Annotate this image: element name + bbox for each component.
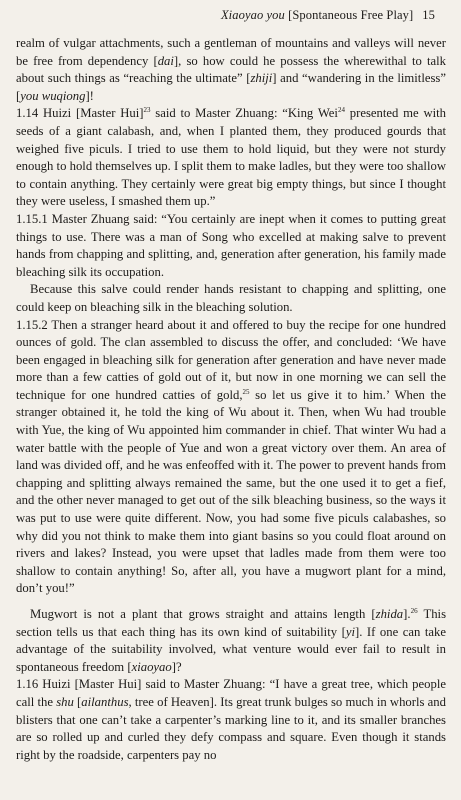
commentary-paragraph	[16, 606, 446, 676]
term: yi	[345, 624, 355, 639]
text-run: ], so how could he possess the wherewithal to talk about such things as “reaching the ultimate” [	[16, 53, 446, 86]
paragraph-1-15-1	[16, 211, 446, 281]
text-run: , tree of Heaven]. Its great trunk bulges so much in whorls and blisters that one can’t take a carpenter’s marking line to it, and its smaller branches are so rolled up and curled they defy compass and square. Even though it stands right by the roadside, carpenters pay no	[16, 694, 446, 762]
text-run: ]. If one can take advantage of the suitability involved, what venture would ever fail to result in spontaneous freedom [	[16, 624, 446, 674]
footnote-ref[interactable]: 23	[143, 106, 151, 115]
footnote-ref[interactable]: 25	[242, 387, 250, 396]
text-run: This section tells us that each thing has its own kind of suitability [	[16, 607, 447, 639]
page-number: 15	[422, 8, 435, 22]
text-run: Huizi [Master Hui] said to Master Zhuang: “I have a great tree, which people call the	[16, 677, 446, 709]
text-run: [	[73, 694, 82, 709]
term: dai	[157, 53, 174, 68]
running-header	[0, 8, 435, 23]
text-run: said to Master Zhuang: “King Wei	[150, 106, 338, 121]
text-run: realm of vulgar attachments, such a gentleman of mountains and valleys will never be free from dependency [	[16, 36, 446, 68]
section-number: 1.15.2	[16, 317, 48, 332]
text-run: so let us give it to him.’ When the stranger obtained it, he told the king of Wu about it. Then, when Wu had trouble with Yue, the king of Wu appointed him commander in chief. That winter Wu had a water battle with the people of Yue and won a great victory over them. An area of land was divided off, and he was enfeoffed with it. The power to prevent hands from chapping and splitting always remained the same, but the one used it to get a fief, and the other never managed to get out of the silk bleaching business, so the ways it was put to use were quite different. Now, you had some five piculs calabashes, so why did you not think to make them into giant basins so you could float around on rivers and lakes? Instead, you were upset that ladles made from them were too shallow to contain anything! So, after all, you have a mugwort plant for a mind, don’t you!”	[16, 387, 447, 596]
text-run: ] and “wandering in the limitless” [	[16, 71, 446, 103]
term: ailanthus	[81, 694, 129, 709]
header-title-italic: Xiaoyao you	[220, 8, 285, 22]
section-number: 1.15.1	[16, 211, 48, 226]
text-run: Master Zhuang said: “You certainly are inept when it comes to putting great things to use. There was a man of Song who excelled at making salve to prevent hands from chapping and splitting, and, generation after generation, his family made bleaching silk its occupation.	[16, 211, 446, 279]
text-run: ]?	[171, 659, 182, 674]
paragraph-1-16	[16, 676, 446, 764]
text-run: ]!	[85, 88, 94, 103]
paragraph-1-14	[16, 105, 446, 211]
header-title-rest: [Spontaneous Free Play]	[284, 8, 414, 22]
commentary-paragraph	[16, 281, 446, 316]
body-text	[16, 35, 446, 764]
footnote-ref[interactable]: 24	[337, 106, 345, 115]
section-number: 1.16	[16, 677, 39, 692]
footnote-ref[interactable]: 26	[410, 606, 418, 615]
paragraph-1-15-2	[16, 317, 446, 599]
text-run: Huizi [Master Hui]	[38, 106, 144, 121]
term: zhida	[375, 607, 404, 621]
term: shu	[56, 694, 74, 709]
text-run: Mugwort is not a plant that grows straight and attains length [	[30, 607, 376, 621]
text-run: Because this salve could render hands resistant to chapping and splitting, one could keep on bleaching silk in the bleaching solution.	[16, 282, 446, 314]
term: you wuqiong	[20, 88, 86, 103]
text-run: ].	[403, 607, 411, 621]
term: zhiji	[250, 71, 273, 86]
paragraph-continuation	[16, 35, 446, 105]
section-number: 1.14	[16, 106, 39, 121]
term: xiaoyao	[131, 659, 172, 674]
text-run: Then a stranger heard about it and offered to buy the recipe for one hundred ounces of gold. The clan assembled to discuss the offer, and concluded: ‘We have been engaged in bleaching silk for generation after generation and have never made more than a few catties of gold out of it, but now in one morning we can sell the technique for one hundred catties of gold,	[16, 317, 446, 402]
text-run: presented me with seeds of a giant calabash, and, when I planted them, they produced gourds that weighed five piculs. I tried to use them to hold liquid, but they were not sturdy enough to hold themselves up. I split them to make ladles, but they were too shallow to contain anything. They certainly were great big empty things, but since I thought they were useless, I smashed them up.”	[16, 106, 446, 209]
